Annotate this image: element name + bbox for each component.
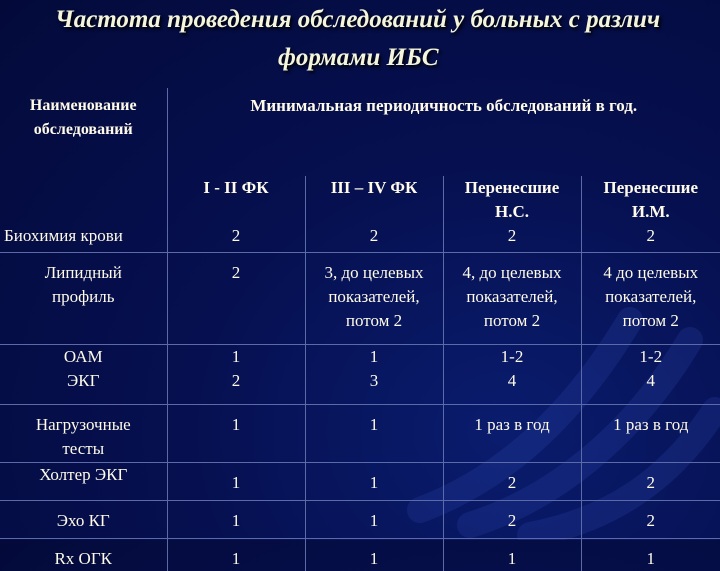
cell-value: 1 — [168, 345, 305, 369]
subheader-im — [581, 176, 720, 224]
title-line-2: формами ИБС — [278, 44, 439, 72]
value-cell — [305, 500, 443, 538]
cell-value: 2 — [582, 224, 720, 248]
cell-value: 3 — [306, 369, 443, 393]
value-cell — [305, 404, 443, 462]
row-name-cell — [0, 462, 167, 500]
cell-value: 2 — [168, 369, 305, 393]
subheader-text: III – IV ФК — [306, 176, 443, 200]
slide-title — [0, 0, 720, 90]
value-cell — [443, 404, 581, 462]
value-cell — [581, 538, 720, 571]
value-cell — [581, 404, 720, 462]
cell-value: 1 — [168, 471, 305, 495]
cell-value: 1-2 — [582, 345, 720, 369]
cell-value: 4 до целевых — [582, 261, 720, 285]
row-name-cell — [0, 252, 167, 344]
subheader-text: И.М. — [582, 200, 720, 224]
subheader-text: I - II ФК — [168, 176, 305, 200]
cell-value: потом 2 — [444, 309, 581, 333]
table-row — [0, 224, 720, 252]
value-cell — [443, 462, 581, 500]
row-name-cell — [0, 404, 167, 462]
table-row — [0, 538, 720, 571]
cell-value: 1 — [444, 547, 581, 571]
value-cell — [305, 462, 443, 500]
row-name-line: Эхо КГ — [0, 509, 167, 533]
row-name-line: тесты — [0, 437, 167, 461]
row-name-line: ЭКГ — [0, 369, 167, 393]
cell-value: показателей, — [444, 285, 581, 309]
header-periodicity — [167, 88, 720, 176]
value-cell — [443, 252, 581, 344]
cell-value: 1 — [168, 509, 305, 533]
subheader-text: Н.С. — [444, 200, 581, 224]
value-cell — [305, 252, 443, 344]
value-cell — [581, 500, 720, 538]
row-name-cell — [0, 344, 167, 404]
table-row — [0, 344, 720, 404]
subheader-text: Перенесшие — [444, 176, 581, 200]
cell-value: 1 — [168, 413, 305, 437]
cell-value: 1 — [306, 547, 443, 571]
cell-value: 2 — [444, 509, 581, 533]
value-cell — [581, 224, 720, 252]
value-cell — [167, 538, 305, 571]
cell-value: потом 2 — [306, 309, 443, 333]
cell-value: 1 — [168, 547, 305, 571]
value-cell — [443, 224, 581, 252]
value-cell — [167, 500, 305, 538]
cell-value: 4 — [582, 369, 720, 393]
cell-value: 2 — [306, 224, 443, 248]
cell-value: показателей, — [582, 285, 720, 309]
value-cell — [167, 252, 305, 344]
subheader-text: Перенесшие — [582, 176, 720, 200]
cell-value: 1 раз в год — [582, 413, 720, 437]
row-name-line: профиль — [0, 285, 167, 309]
cell-value: 2 — [444, 471, 581, 495]
value-cell — [443, 538, 581, 571]
cell-value: 1-2 — [444, 345, 581, 369]
cell-value: 2 — [168, 224, 305, 248]
subheader-fk-1-2 — [167, 176, 305, 224]
cell-value: 4, до целевых — [444, 261, 581, 285]
cell-value: 1 — [306, 345, 443, 369]
value-cell — [305, 224, 443, 252]
value-cell — [167, 404, 305, 462]
row-name-line: Rx ОГК — [0, 547, 167, 571]
row-name-line: Нагрузочные — [0, 413, 167, 437]
value-cell — [443, 500, 581, 538]
row-name-line: ОАМ — [0, 345, 167, 369]
cell-value: 2 — [444, 224, 581, 248]
cell-value: 1 — [582, 547, 720, 571]
row-name-cell — [0, 224, 167, 252]
value-cell — [581, 252, 720, 344]
cell-value: 2 — [582, 471, 720, 495]
header-periodicity-text: Минимальная периодичность обследований в год. — [168, 94, 720, 118]
cell-value: 1 — [306, 509, 443, 533]
cell-value: потом 2 — [582, 309, 720, 333]
cell-value: 1 раз в год — [444, 413, 581, 437]
table-row — [0, 404, 720, 462]
cell-value: 2 — [168, 261, 305, 285]
value-cell — [581, 344, 720, 404]
row-name-line: Биохимия крови — [4, 224, 167, 248]
value-cell — [305, 538, 443, 571]
value-cell — [167, 462, 305, 500]
table-row — [0, 462, 720, 500]
header-name-line: обследований — [0, 118, 167, 142]
table-row — [0, 252, 720, 344]
cell-value: 4 — [444, 369, 581, 393]
row-name-line: Липидный — [0, 261, 167, 285]
title-line-1: Частота проведения обследований у больных с различ — [55, 6, 660, 34]
value-cell — [581, 462, 720, 500]
value-cell — [443, 344, 581, 404]
cell-value: 2 — [582, 509, 720, 533]
header-name-cell — [0, 88, 167, 224]
cell-value: 1 — [306, 413, 443, 437]
cell-value: показателей, — [306, 285, 443, 309]
row-name-cell — [0, 500, 167, 538]
header-row — [0, 88, 720, 176]
cell-value: 3, до целевых — [306, 261, 443, 285]
examinations-table — [0, 88, 720, 571]
header-name-line: Наименование — [0, 94, 167, 118]
subheader-fk-3-4 — [305, 176, 443, 224]
value-cell — [305, 344, 443, 404]
table-row — [0, 500, 720, 538]
value-cell — [167, 344, 305, 404]
cell-value: 1 — [306, 471, 443, 495]
row-name-cell — [0, 538, 167, 571]
row-name-line: Холтер ЭКГ — [0, 463, 167, 487]
subheader-ns — [443, 176, 581, 224]
value-cell — [167, 224, 305, 252]
